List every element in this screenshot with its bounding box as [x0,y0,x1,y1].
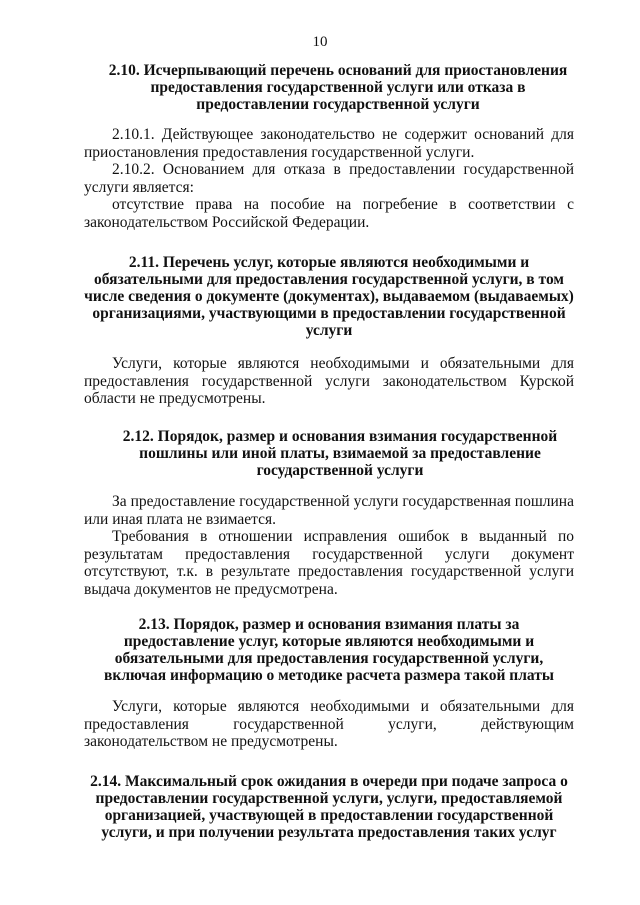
section-2-14-heading: 2.14. Максимальный срок ожидания в очереди при подаче запроса о предоставлении государственной услуги, услуги, предоставляемой организацией, участвующей в предоставлении государственной услуги, и при получении результата предоставления таких услуг [90,773,568,841]
section-2-10-body [84,126,574,231]
section-2-13-body [84,698,574,751]
section-2-10-paragraph: 2.10.1. Действующее законодательство не содержит оснований для приостановления предоставления государственной услуги. [84,126,574,161]
section-2-13-heading: 2.13. Порядок, размер и основания взимания платы за предоставление услуг, которые являются необходимыми и обязательными для предоставления государственной услуги, включая информацию о методике расчета размера такой платы [104,616,554,684]
section-2-12-paragraph: Требования в отношении исправления ошибок в выданный по результатам предоставления государственной услуги документ отсутствуют, т.к. в результате предоставления государственной услуги выдача документов не предусмотрена. [84,528,574,598]
section-2-13-paragraph: Услуги, которые являются необходимыми и обязательными для предоставления государственной услуги, действующим законодательством не предусмотрены. [84,698,574,750]
section-2-10-paragraph: 2.10.2. Основанием для отказа в предоставлении государственной услуги является: [84,161,574,196]
section-2-11-heading: 2.11. Перечень услуг, которые являются необходимыми и обязательными для предоставления государственной услуги, в том числе сведения о документе (документах), выдаваемом (выдаваемых) организациями, участвующими в предоставлении государственной услуги [84,254,574,339]
section-2-11-body [84,355,574,408]
section-2-10-paragraph: отсутствие права на пособие на погребение в соответствии с законодательством Российской Федерации. [84,196,574,231]
section-2-12-heading: 2.12. Порядок, размер и основания взимания государственной пошлины или иной платы, взимаемой за предоставление государственной услуги [122,428,558,479]
section-2-10-heading: 2.10. Исчерпывающий перечень оснований для приостановления предоставления государственной услуги или отказа в предоставлении государственной услуги [108,62,568,113]
section-2-12-paragraph: За предоставление государственной услуги государственная пошлина или иная плата не взимается. [84,493,574,528]
section-2-12-body [84,493,574,598]
section-2-11-paragraph: Услуги, которые являются необходимыми и обязательными для предоставления государственной услуги законодательством Курской области не предусмотрены. [84,355,574,407]
page-number: 10 [312,34,328,50]
